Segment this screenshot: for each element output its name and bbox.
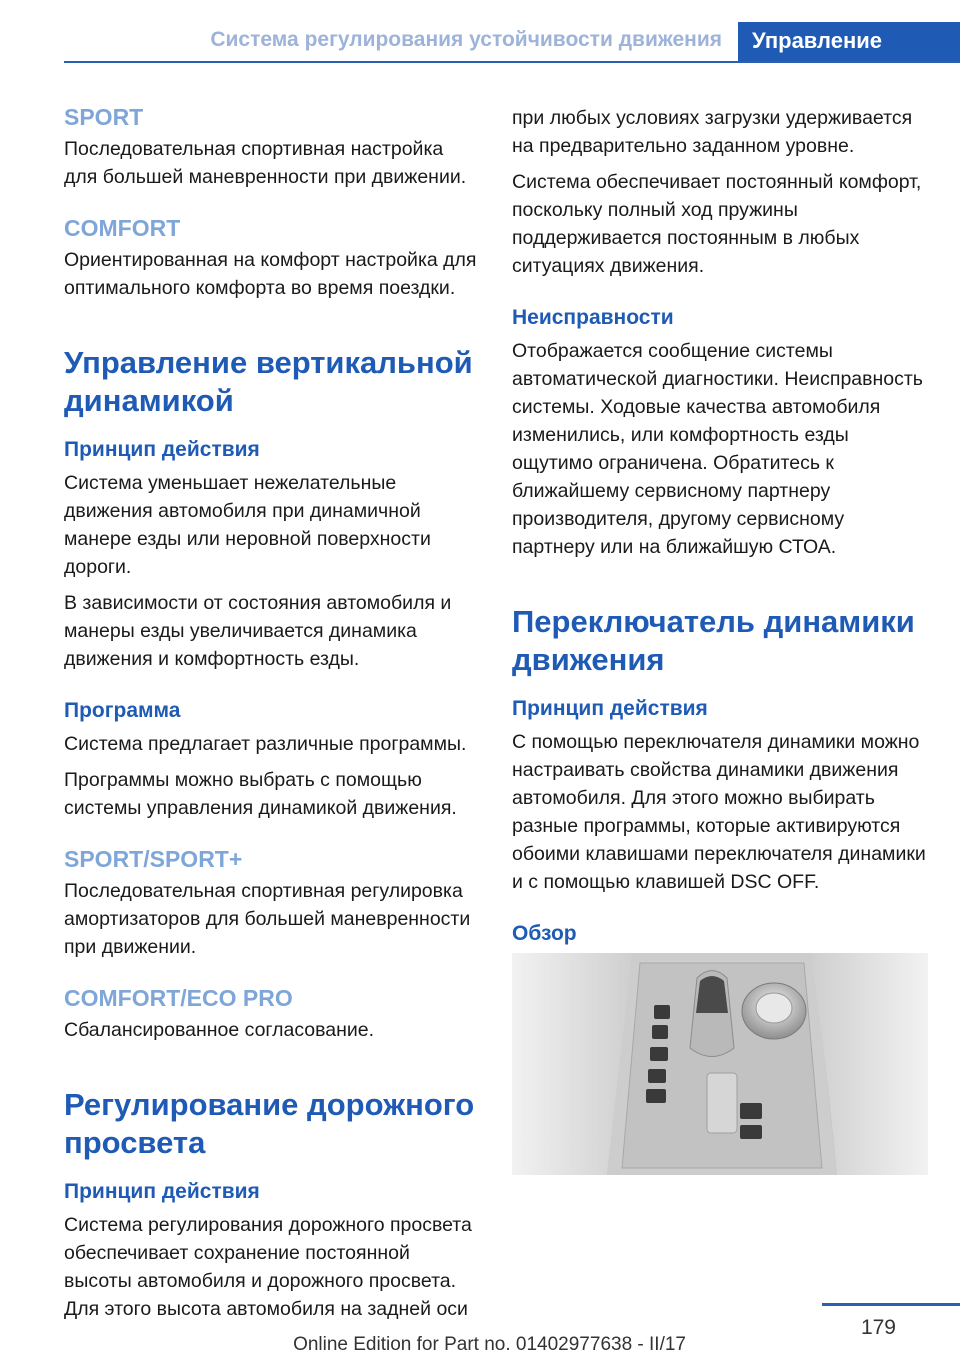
para-continuation-1: при любых условиях загрузки удерживается на предварительно заданном уровне.: [512, 107, 913, 157]
heading-program: Программа: [64, 699, 181, 722]
heading-switch-principle: Принцип действия: [512, 697, 708, 720]
para-faults: Отображается сообщение системы автоматической диагностики. Неисправность системы. Ходовые качества автомобиля изменились, или комфортность езды ощутимо ограничена. Обратитесь к ближайшему сервисному партнеру производителя, другому сервисному партнеру или на ближайшую СТОА.: [512, 340, 923, 558]
header-chapter-tab: [738, 22, 960, 62]
para-switch-principle: С помощью переключателя динамики можно настраивать свойства динамики движения автомобиля. Для этого можно выбирать разные программы, которые активируются обоими клавишами переключателя динамики и с помощью клавишей DSC OFF.: [512, 731, 926, 893]
para-vd-principle-1: Система уменьшает нежелательные движения автомобиля при динамичной манере езды или неровной поверхности дороги.: [64, 472, 431, 578]
switch-button-5: [646, 1089, 666, 1103]
heading-dynamics-switch: Переключатель динамики движения: [512, 604, 915, 677]
para-vd-principle-2: В зависимости от состояния автомобиля и манеры езды увеличивается динамика движения и комфортность езды.: [64, 592, 452, 670]
heading-comfort-eco-pro: COMFORT/ECO PRO: [64, 985, 293, 1011]
page-number: 179: [860, 1316, 896, 1339]
heading-sport-plus: SPORT/SPORT+: [64, 846, 243, 872]
heading-faults: Неисправности: [512, 306, 674, 329]
parking-brake-button: [740, 1103, 762, 1119]
auto-h-button: [740, 1125, 762, 1139]
heading-overview: Обзор: [512, 922, 577, 945]
header-section-title: Система регулирования устойчивости движения: [210, 28, 722, 51]
center-console-photo: [512, 953, 928, 1175]
left-column: [64, 104, 480, 1331]
para-comfort-eco-pro: Сбалансированное согласование.: [64, 1019, 375, 1041]
para-program-1: Система предлагает различные программы.: [64, 733, 467, 755]
edition-note: Online Edition for Part no. 01402977638 - II/17: [293, 1334, 686, 1355]
header-chapter-label: Управление: [752, 28, 883, 53]
para-rc-principle: Система регулирования дорожного просвета обеспечивает сохранение постоянной высоты автомобиля и дорожного просвета. Для этого высота автомобиля на задней оси: [64, 1214, 472, 1320]
footer-rule: [822, 1303, 960, 1306]
right-column: [512, 104, 928, 1002]
heading-comfort: COMFORT: [64, 215, 181, 241]
switch-button-3: [650, 1047, 668, 1061]
heading-vd-principle: Принцип действия: [64, 438, 260, 461]
center-console-illustration: [512, 953, 928, 1175]
switch-button-2: [652, 1025, 668, 1039]
heading-sport: SPORT: [64, 104, 144, 130]
switch-button-1: [654, 1005, 670, 1019]
page-header: [0, 0, 960, 62]
para-program-2: Программы можно выбрать с помощью системы управления динамикой движения.: [64, 769, 457, 819]
para-comfort: Ориентированная на комфорт настройка для оптимального комфорта во время поездки.: [64, 249, 477, 299]
switch-button-4: [648, 1069, 666, 1083]
para-sport: Последовательная спортивная настройка для большей маневренности при движении.: [64, 138, 467, 188]
para-sport-plus: Последовательная спортивная регулировка амортизаторов для большей маневренности при движении.: [64, 880, 471, 958]
heading-rc-principle: Принцип действия: [64, 1180, 260, 1203]
para-continuation-2: Система обеспечивает постоянный комфорт, поскольку полный ход пружины поддерживается постоянным в любых ситуациях движения.: [512, 171, 922, 277]
header-rule: [64, 61, 960, 63]
heading-vertical-dynamics: Управление вертикальной динамикой: [64, 345, 473, 418]
heading-ride-control: Регулирование дорожного просвета: [64, 1087, 475, 1160]
